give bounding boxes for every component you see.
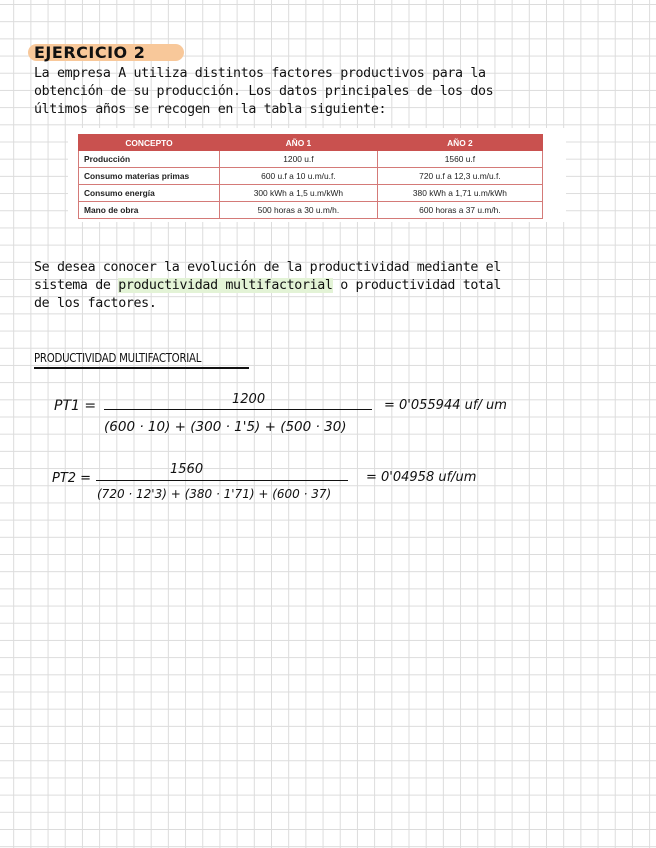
question-text-after: o productividad total de los factores. [34,278,501,311]
pt2-numerator: 1560 [170,462,204,477]
pt2-fraction-bar [96,480,348,481]
table-cell: Consumo energía [79,185,220,202]
table-cell: 600 horas a 37 u.m/h. [377,202,542,219]
pt1-result: = 0'055944 uf/ um [384,398,507,413]
table-header-row [79,135,543,151]
table-cell: 1560 u.f [377,151,542,168]
table-row [79,168,543,185]
intro-paragraph: La empresa A utiliza distintos factores productivos para la obtención de su producción. Los datos principales de los dos últimos años se recogen en la tabla siguiente: [34,66,494,117]
table-cell: 720 u.f a 12,3 u.m/u.f. [377,168,542,185]
table-cell: Mano de obra [79,202,220,219]
table-cell: 1200 u.f [220,151,378,168]
table-header-cell: AÑO 1 [220,135,378,151]
section-title: PRODUCTIVIDAD MULTIFACTORIAL [34,351,202,365]
pt2-label: PT2 = [52,471,92,486]
section-title-underline [34,367,249,369]
pt1-numerator: 1200 [232,392,266,407]
table-cell: 380 kWh a 1,71 u.m/kWh [377,185,542,202]
pt1-denominator: (600 · 10) + (300 · 1'5) + (500 · 30) [104,419,347,435]
table-cell: Consumo materias primas [79,168,220,185]
table-cell: 300 kWh a 1,5 u.m/kWh [220,185,378,202]
pt2-denominator: (720 · 12'3) + (380 · 1'71) + (600 · 37) [97,487,332,501]
pt1-label: PT1 = [54,398,97,414]
table-header-cell: CONCEPTO [79,135,220,151]
data-table [78,134,543,219]
highlighted-term: productividad multifactorial [118,278,333,293]
table-row [79,185,543,202]
question-paragraph [34,259,634,313]
table-cell: 500 horas a 30 u.m/h. [220,202,378,219]
table-header-cell: AÑO 2 [377,135,542,151]
table-cell: 600 u.f a 10 u.m/u.f. [220,168,378,185]
exercise-title: EJERCICIO 2 [28,44,184,61]
table-cell: Producción [79,151,220,168]
table-row [79,202,543,219]
pt2-result: = 0'04958 uf/um [366,470,477,485]
pt1-fraction-bar [104,409,372,410]
question-text-before: Se desea conocer la evolución de la productividad mediante el sistema de [34,260,501,293]
table-row [79,151,543,168]
